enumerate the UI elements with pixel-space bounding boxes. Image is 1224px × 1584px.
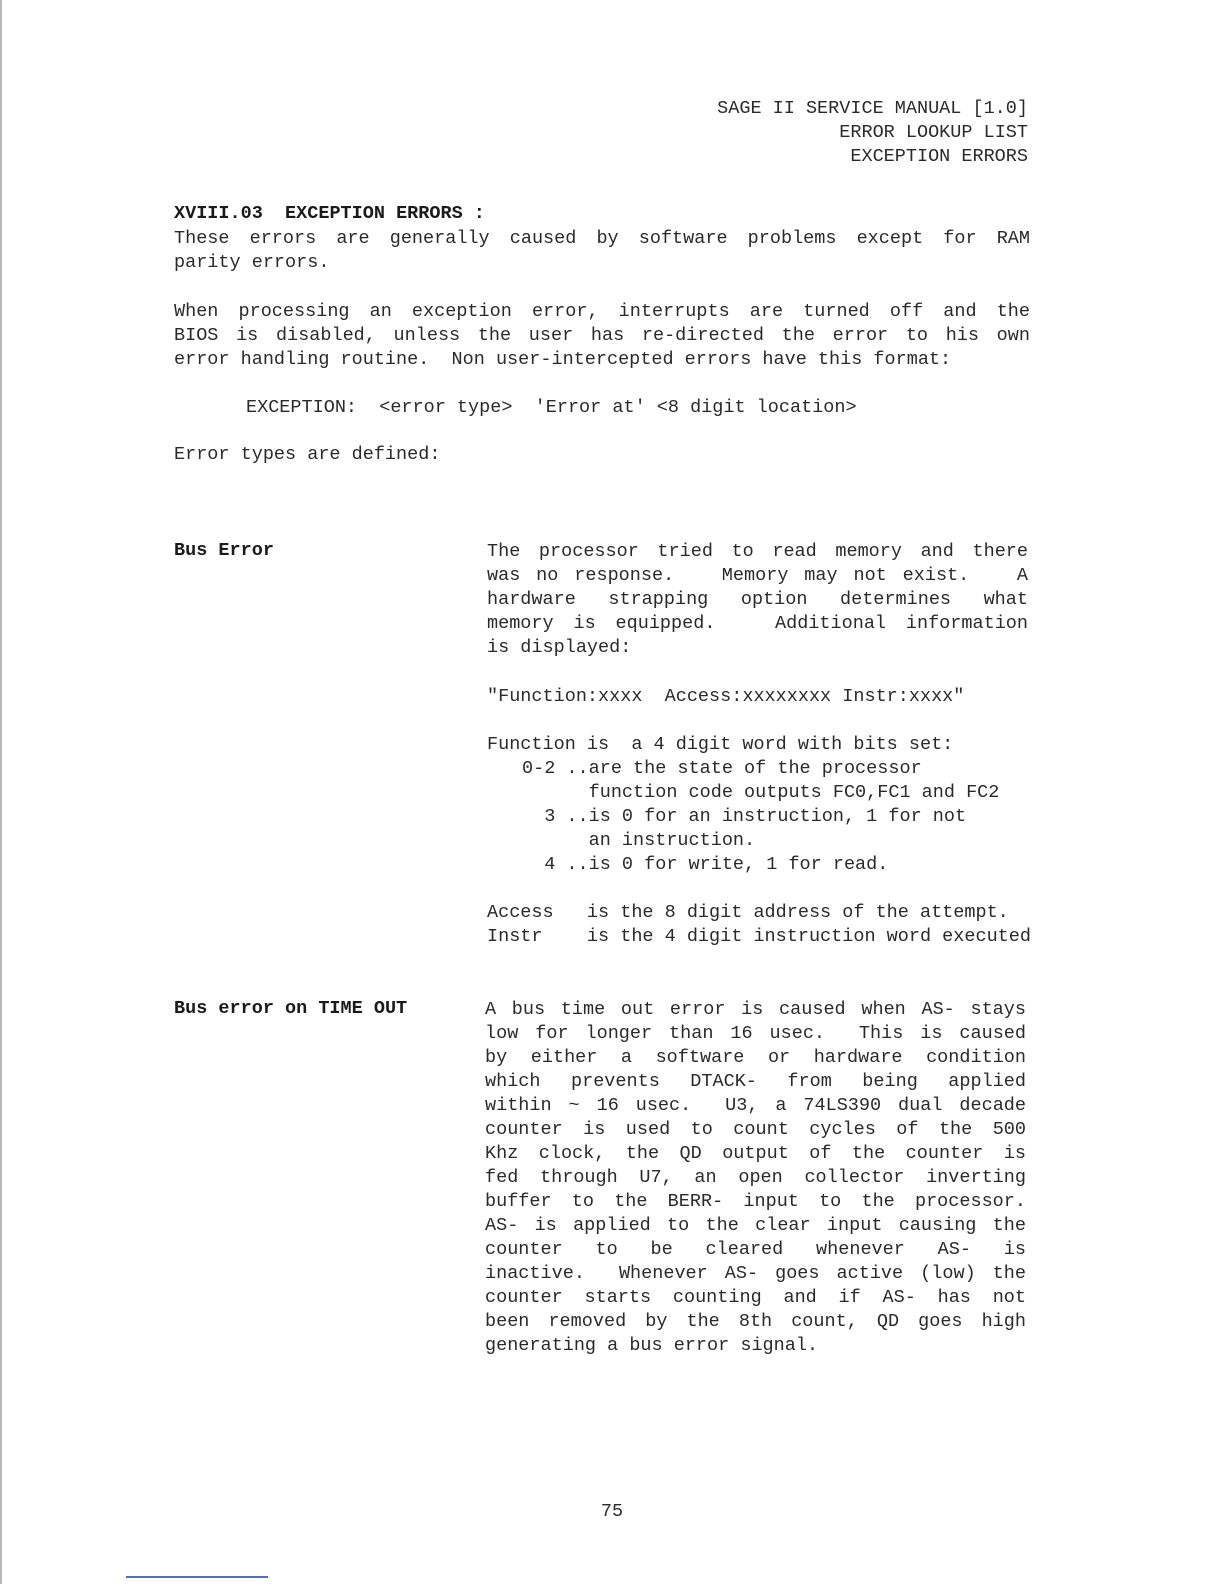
page-left-edge	[0, 0, 2, 1584]
timeout-desc-line: counter starts counting and if AS- has not	[485, 1287, 1026, 1308]
bus-error-desc-4: memory is equipped. Additional information	[487, 613, 1028, 634]
processing-line-1: When processing an exception error, interrupts are turned off and the	[174, 301, 1030, 322]
header-section: EXCEPTION ERRORS	[850, 146, 1028, 167]
timeout-desc-line: AS- is applied to the clear input causing the	[485, 1215, 1026, 1236]
timeout-desc-line: generating a bus error signal.	[485, 1335, 819, 1356]
bus-error-desc-3: hardware strapping option determines what	[487, 589, 1028, 610]
access-definition: Access is the 8 digit address of the attempt.	[487, 902, 1009, 923]
exception-format: EXCEPTION: <error type> 'Error at' <8 digit location>	[246, 397, 857, 418]
timeout-desc-line: A bus time out error is caused when AS- stays	[485, 999, 1026, 1020]
error-types-intro: Error types are defined:	[174, 444, 441, 465]
timeout-desc-line: low for longer than 16 usec. This is caused	[485, 1023, 1026, 1044]
timeout-term-bold: TIME OUT	[318, 998, 408, 1019]
header-chapter: ERROR LOOKUP LIST	[839, 122, 1028, 143]
function-bit-line: 0-2 ..are the state of the processor	[522, 758, 922, 779]
bus-error-desc-1: The processor tried to read memory and there	[487, 541, 1028, 562]
function-bit-line: 4 ..is 0 for write, 1 for read.	[522, 854, 889, 875]
intro-line-2: parity errors.	[174, 252, 330, 273]
function-intro: Function is a 4 digit word with bits set:	[487, 734, 954, 755]
timeout-desc-line: counter to be cleared whenever AS- is	[485, 1239, 1026, 1260]
bus-error-desc-2: was no response. Memory may not exist. A	[487, 565, 1028, 586]
function-bit-line: an instruction.	[522, 830, 756, 851]
section-heading	[174, 202, 485, 226]
bus-error-display-format: "Function:xxxx Access:xxxxxxxx Instr:xxxx"	[487, 686, 965, 707]
timeout-desc-line: been removed by the 8th count, QD goes high	[485, 1311, 1026, 1332]
timeout-desc-line: counter is used to count cycles of the 500	[485, 1119, 1026, 1140]
timeout-desc-line: buffer to the BERR- input to the processor.	[485, 1191, 1026, 1212]
timeout-desc-line: Khz clock, the QD output of the counter is	[485, 1143, 1026, 1164]
processing-line-3: error handling routine. Non user-intercepted errors have this format:	[174, 349, 952, 370]
intro-line-1: These errors are generally caused by software problems except for RAM	[174, 228, 1030, 249]
instr-definition: Instr is the 4 digit instruction word executed	[487, 926, 1031, 947]
function-bit-line: function code outputs FC0,FC1 and FC2	[522, 782, 1000, 803]
section-title: EXCEPTION ERRORS :	[285, 203, 485, 224]
processing-line-2: BIOS is disabled, unless the user has re-directed the error to his own	[174, 325, 1030, 346]
timeout-term-prefix: Bus error on	[174, 998, 319, 1019]
timeout-desc-line: by either a software or hardware condition	[485, 1047, 1026, 1068]
function-bit-line: 3 ..is 0 for an instruction, 1 for not	[522, 806, 967, 827]
header-manual-title: SAGE II SERVICE MANUAL [1.0]	[717, 98, 1028, 119]
timeout-term	[174, 997, 407, 1021]
bus-error-desc-5: is displayed:	[487, 637, 632, 658]
bus-error-term: Bus Error	[174, 540, 274, 561]
timeout-desc-line: inactive. Whenever AS- goes active (low) the	[485, 1263, 1026, 1284]
timeout-desc-line: within ~ 16 usec. U3, a 74LS390 dual decade	[485, 1095, 1026, 1116]
timeout-desc-line: fed through U7, an open collector inverting	[485, 1167, 1026, 1188]
bottom-rule	[126, 1576, 268, 1578]
page-number: 75	[600, 1501, 624, 1522]
section-number: XVIII.03	[174, 203, 263, 224]
timeout-desc-line: which prevents DTACK- from being applied	[485, 1071, 1026, 1092]
